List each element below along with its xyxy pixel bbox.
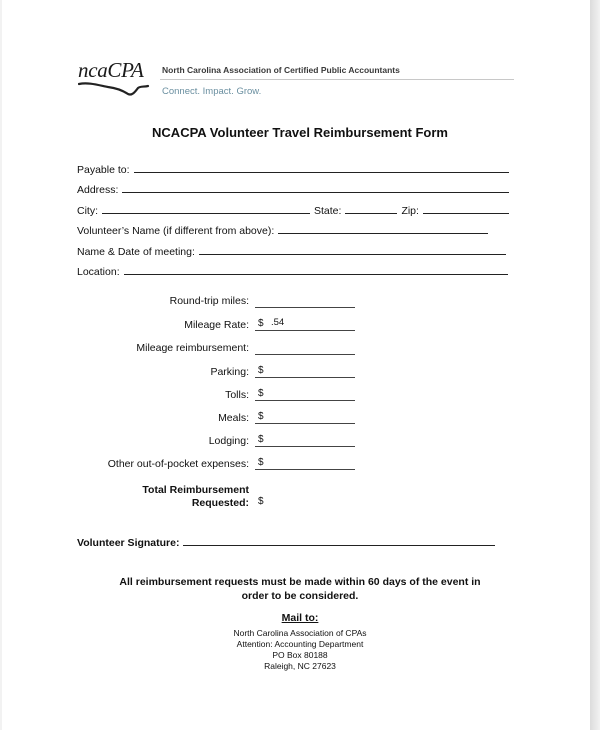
mileage-reimbursement-label: Mileage reimbursement: xyxy=(136,342,249,354)
header-divider xyxy=(160,79,514,80)
currency-symbol: $ xyxy=(258,318,264,329)
mailing-address-line: Raleigh, NC 27623 xyxy=(264,661,336,671)
mileage-rate-field[interactable] xyxy=(255,317,355,331)
currency-symbol: $ xyxy=(258,457,264,468)
header-tagline: Connect. Impact. Grow. xyxy=(162,86,262,97)
address-field[interactable] xyxy=(122,183,509,193)
round-trip-miles-label: Round-trip miles: xyxy=(169,295,249,307)
state-label: State: xyxy=(314,205,342,217)
other-expenses-field[interactable] xyxy=(255,456,355,470)
tolls-field[interactable] xyxy=(255,387,355,401)
address-label: Address: xyxy=(77,184,119,196)
ncacpa-logo xyxy=(78,58,158,102)
mailing-address-line: Attention: Accounting Department xyxy=(236,639,364,649)
signature-row xyxy=(77,536,495,549)
mailing-address-line: PO Box 80188 xyxy=(272,650,328,660)
meeting-row xyxy=(77,245,506,258)
currency-symbol: $ xyxy=(258,411,264,422)
logo-swoosh-icon xyxy=(78,78,158,100)
header-organization: North Carolina Association of Certified Public Accountants xyxy=(162,65,400,75)
currency-symbol: $ xyxy=(258,365,264,376)
signature-label: Volunteer Signature: xyxy=(77,537,180,549)
volunteer-name-row xyxy=(77,224,488,237)
zip-label: Zip: xyxy=(401,205,419,217)
parking-label: Parking: xyxy=(210,366,249,378)
payable-to-field[interactable] xyxy=(134,163,509,173)
volunteer-name-label: Volunteer’s Name (if different from above): xyxy=(77,225,275,237)
other-expenses-label: Other out-of-pocket expenses: xyxy=(107,458,249,470)
lodging-field[interactable] xyxy=(255,433,355,447)
meeting-label: Name & Date of meeting: xyxy=(77,246,195,258)
mailing-address-line: North Carolina Association of CPAs xyxy=(233,628,367,638)
total-reimbursement-label: Total Reimbursement Requested: xyxy=(142,484,249,509)
city-field[interactable] xyxy=(102,204,310,214)
tolls-label: Tolls: xyxy=(225,389,249,401)
mailing-address xyxy=(0,628,600,672)
deadline-notice: All reimbursement requests must be made within 60 days of the event in order to be considered. xyxy=(119,576,481,602)
meals-label: Meals: xyxy=(218,412,249,424)
zip-field[interactable] xyxy=(423,204,509,214)
mileage-rate-label: Mileage Rate: xyxy=(184,319,249,331)
currency-symbol: $ xyxy=(258,496,264,507)
mileage-reimbursement-field[interactable] xyxy=(255,341,355,355)
currency-symbol: $ xyxy=(258,388,264,399)
meeting-field[interactable] xyxy=(199,245,506,255)
payable-to-label: Payable to: xyxy=(77,164,130,176)
form-title: NCACPA Volunteer Travel Reimbursement Form xyxy=(152,125,448,140)
round-trip-miles-field[interactable] xyxy=(255,294,355,308)
total-reimbursement-field[interactable] xyxy=(255,495,355,508)
state-field[interactable] xyxy=(345,204,397,214)
volunteer-name-field[interactable] xyxy=(278,224,488,234)
location-row xyxy=(77,265,508,278)
signature-field[interactable] xyxy=(183,536,495,546)
city-label: City: xyxy=(77,205,98,217)
logo-wordmark: ncaCPA xyxy=(78,58,144,82)
city-state-zip-row xyxy=(77,204,509,217)
parking-field[interactable] xyxy=(255,364,355,378)
meals-field[interactable] xyxy=(255,410,355,424)
location-label: Location: xyxy=(77,266,120,278)
lodging-label: Lodging: xyxy=(208,435,249,447)
payable-to-row xyxy=(77,163,509,176)
mail-to-heading: Mail to: xyxy=(281,612,319,624)
mileage-rate-value: .54 xyxy=(271,317,285,328)
location-field[interactable] xyxy=(124,265,508,275)
currency-symbol: $ xyxy=(258,434,264,445)
address-row xyxy=(77,183,509,196)
